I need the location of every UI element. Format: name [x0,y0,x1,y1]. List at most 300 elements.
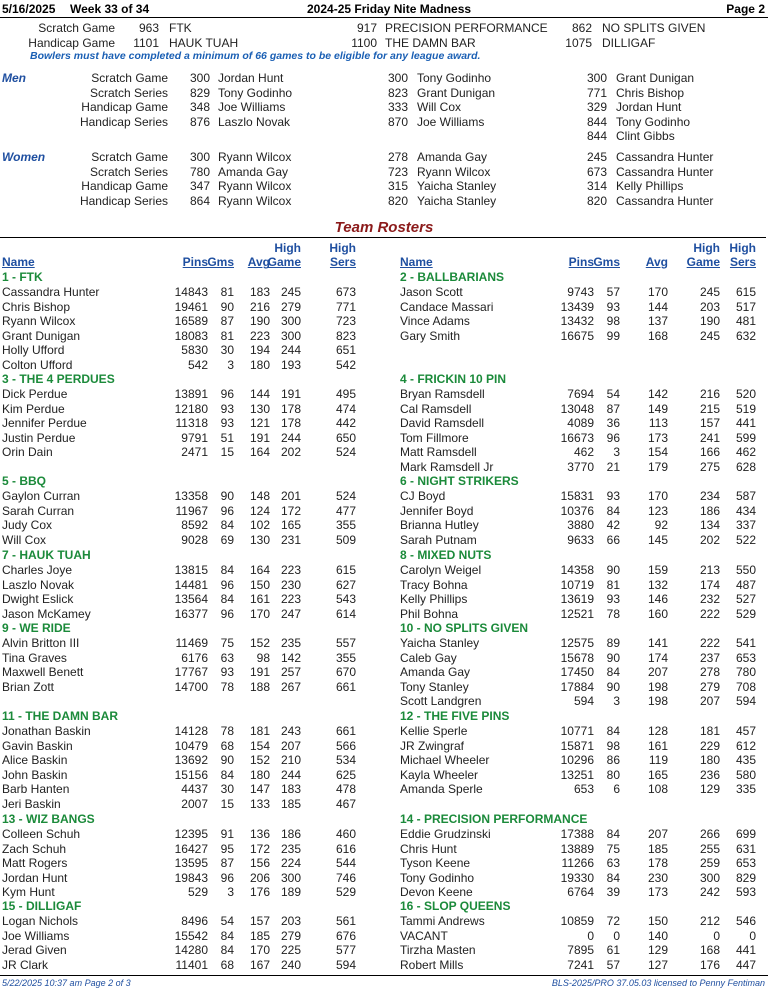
player-pins: 15156 [174,767,208,782]
player-high-series: 614 [335,606,356,621]
player-average: 170 [249,606,270,621]
player-high-series: 651 [335,343,356,358]
player-pins: 542 [187,358,208,372]
player-high-game: 236 [699,767,720,782]
award-score: 314 [586,179,607,193]
player-name: Brian Zott [2,679,55,694]
player-name: Amanda Sperle [400,782,483,797]
player-average: 174 [647,650,668,665]
player-average: 223 [249,328,270,343]
player-high-series: 541 [735,636,756,650]
player-games: 54 [606,387,620,401]
player-pins: 17388 [560,827,594,841]
player-average: 146 [647,592,668,607]
player-name: Orin Dain [2,445,53,460]
player-name: Yaicha Stanley [400,636,480,650]
award-score: 300 [586,71,607,85]
award-score: 329 [586,100,607,114]
player-high-game: 240 [280,957,301,972]
player-games: 84 [220,518,234,533]
player-high-series: 546 [735,914,756,928]
award-bowler: Cassandra Hunter [616,150,714,164]
player-high-game: 0 [713,928,720,943]
player-average: 98 [256,650,270,665]
player-high-game: 244 [280,430,301,445]
player-high-series: 460 [335,827,356,841]
player-high-game: 245 [699,328,720,343]
player-name: Phil Bohna [400,606,459,621]
player-high-series: 594 [735,694,756,709]
player-pins: 10719 [560,577,594,592]
player-games: 72 [606,914,620,928]
player-high-series: 615 [735,285,756,299]
award-label: Handicap Game [81,179,168,193]
player-name: Caleb Gay [400,650,457,665]
player-pins: 529 [187,885,208,900]
player-high-series: 434 [735,503,756,518]
player-high-game: 266 [699,827,720,841]
award-score: 300 [189,71,210,85]
player-high-series: 612 [735,738,756,753]
player-high-game: 134 [699,518,720,533]
player-name: Robert Mills [400,957,464,972]
team-name: 8 - MIXED NUTS [400,548,492,562]
player-pins: 14843 [174,285,208,299]
player-games: 84 [220,592,234,607]
player-average: 144 [249,387,270,401]
player-games: 69 [220,532,234,547]
footer-left: 5/22/2025 10:37 am Page 2 of 3 [2,978,131,988]
player-average: 168 [647,328,668,343]
col-header-avg: Avg [247,255,270,269]
player-high-series: 442 [335,416,356,431]
player-high-game: 257 [280,665,301,680]
player-pins: 12521 [560,606,594,621]
league-name: 2024-25 Friday Nite Madness [307,2,472,16]
player-pins: 13251 [560,767,594,782]
player-pins: 10771 [560,724,594,738]
award-bowler: Tony Godinho [218,85,293,100]
player-name: Gaylon Curran [2,489,81,503]
player-name: Dick Perdue [2,387,68,401]
player-high-game: 207 [699,694,720,709]
player-high-game: 223 [280,592,301,607]
award-score: 870 [387,114,408,129]
player-name: Sarah Putnam [400,532,477,547]
player-average: 185 [647,841,668,856]
player-name: Kayla Wheeler [400,767,479,782]
player-high-series: 631 [735,841,756,856]
player-name: Brianna Hutley [400,518,479,533]
award-score: 673 [586,164,607,179]
player-average: 154 [647,445,668,460]
team-name: 1 - FTK [2,270,43,284]
award-score: 245 [586,150,607,164]
player-games: 96 [220,503,234,518]
player-average: 191 [249,430,270,445]
player-games: 96 [220,606,234,621]
player-high-game: 241 [699,430,720,445]
player-average: 183 [249,285,270,299]
player-name: Tony Stanley [400,679,469,694]
player-high-series: 495 [335,387,356,401]
player-average: 206 [249,870,270,885]
player-high-series: 708 [735,679,756,694]
award-score: 300 [189,150,210,164]
player-pins: 7895 [567,943,594,958]
player-high-series: 632 [735,328,756,343]
player-games: 93 [220,401,234,416]
player-high-series: 467 [335,797,356,811]
player-games: 63 [220,650,234,665]
player-high-game: 235 [280,841,301,856]
award-bowler: Chris Bishop [616,85,685,100]
player-name: Devon Keene [400,885,473,900]
player-pins: 12575 [560,636,594,650]
player-pins: 9633 [567,532,594,547]
player-name: Michael Wheeler [400,753,490,768]
player-name: Alvin Britton III [2,636,80,650]
player-pins: 9743 [567,285,594,299]
player-average: 148 [249,489,270,503]
col-header-name: Name [400,255,433,269]
player-games: 90 [220,489,234,503]
player-games: 3 [227,885,234,900]
player-pins: 13439 [560,299,594,314]
player-games: 84 [220,563,234,577]
team-name: 15 - DILLIGAF [2,899,82,913]
player-pins: 10479 [174,738,208,753]
team-name: 14 - PRECISION PERFORMANCE [400,812,588,826]
week-label: Week 33 of 34 [70,2,150,16]
player-high-game: 231 [280,532,301,547]
player-games: 84 [606,665,620,680]
player-name: Cassandra Hunter [2,285,100,299]
player-games: 98 [606,738,620,753]
player-high-game: 245 [699,285,720,299]
player-high-series: 519 [735,401,756,416]
player-high-game: 190 [699,314,720,329]
player-average: 178 [647,856,668,871]
award-score: 300 [387,71,408,85]
award-bowler: Kelly Phillips [616,179,684,193]
player-games: 87 [220,314,234,329]
player-name: Dwight Eslick [2,592,74,607]
player-high-series: 615 [335,563,356,577]
player-average: 179 [647,460,668,474]
player-high-series: 462 [735,445,756,460]
player-average: 130 [249,532,270,547]
player-high-game: 165 [280,518,301,533]
player-name: Carolyn Weigel [400,563,482,577]
header-divider [0,17,768,18]
player-high-game: 189 [280,885,301,900]
player-pins: 11401 [175,957,208,972]
player-high-series: 335 [735,782,756,797]
page-header [0,0,768,18]
player-pins: 19330 [560,870,594,885]
player-high-game: 224 [280,856,301,871]
award-score: 780 [189,164,210,179]
player-average: 176 [249,885,270,900]
award-score: 823 [387,85,408,100]
player-games: 90 [606,650,620,665]
player-pins: 594 [573,694,594,709]
player-games: 57 [606,285,620,299]
player-high-series: 566 [335,738,356,753]
player-pins: 15542 [174,928,208,943]
player-high-series: 628 [735,460,756,474]
player-high-game: 202 [280,445,301,460]
player-games: 84 [606,827,620,841]
player-pins: 8496 [181,914,208,928]
player-pins: 7694 [567,387,594,401]
player-high-series: 723 [335,314,356,329]
player-high-game: 174 [699,577,720,592]
player-average: 113 [648,416,668,431]
player-high-series: 561 [335,914,356,928]
player-pins: 11469 [175,636,208,650]
player-pins: 12180 [174,401,208,416]
player-high-game: 245 [280,285,301,299]
player-name: Tyson Keene [400,856,471,871]
award-score: 876 [189,114,210,129]
col-header-name: Name [2,255,35,269]
player-pins: 12395 [174,827,208,841]
player-high-game: 180 [699,753,720,768]
player-name: Will Cox [2,532,46,547]
player-games: 51 [220,430,234,445]
player-games: 6 [613,782,620,797]
player-high-game: 223 [280,563,301,577]
award-bowler: Ryann Wilcox [218,193,292,208]
player-average: 167 [249,957,270,972]
player-high-game: 300 [280,328,301,343]
player-average: 144 [647,299,668,314]
col-header-sers: Sers [729,255,756,269]
player-high-game: 255 [699,841,720,856]
player-games: 93 [606,489,620,503]
player-high-series: 544 [335,856,356,871]
player-high-series: 457 [735,724,756,738]
award-bowler: Jordan Hunt [218,71,284,85]
player-average: 185 [249,928,270,943]
player-high-series: 653 [735,856,756,871]
player-name: Kelly Phillips [400,592,468,607]
player-high-game: 279 [280,928,301,943]
player-pins: 16589 [174,314,208,329]
player-name: Scott Landgren [400,694,482,709]
player-name: Tom Fillmore [400,430,469,445]
player-high-game: 166 [699,445,720,460]
award-label: Scratch Game [91,71,168,85]
player-high-series: 771 [335,299,356,314]
player-high-series: 441 [735,943,756,958]
player-average: 152 [249,753,270,768]
player-pins: 6764 [567,885,594,900]
team-name: 13 - WIZ BANGS [2,812,95,826]
player-average: 157 [249,914,270,928]
player-high-series: 594 [335,957,356,972]
player-games: 61 [606,943,620,958]
player-name: Tammi Andrews [400,914,485,928]
player-pins: 2471 [181,445,208,460]
award-score: 333 [387,100,408,114]
player-name: Charles Joye [2,563,73,577]
award-score: 315 [387,179,408,193]
player-name: Chris Hunt [400,841,457,856]
player-high-game: 202 [699,532,720,547]
eligibility-note: Bowlers must have completed a minimum of 66 games to be eligible for any league award. [30,50,481,62]
player-games: 81 [220,328,234,343]
player-pins: 13619 [560,592,594,607]
player-pins: 13815 [174,563,208,577]
player-pins: 13564 [174,592,208,607]
player-games: 36 [606,416,620,431]
player-games: 57 [606,957,620,972]
player-high-game: 278 [699,665,720,680]
player-pins: 10859 [560,914,594,928]
player-high-game: 229 [699,738,720,753]
player-name: Tina Graves [2,650,67,665]
award-bowler: Will Cox [417,100,461,114]
player-name: Cal Ramsdell [400,401,472,416]
player-average: 140 [647,928,668,943]
player-high-game: 237 [699,650,720,665]
player-high-game: 244 [280,767,301,782]
player-name: Jeri Baskin [2,797,61,811]
player-high-series: 477 [335,503,356,518]
player-name: JR Clark [2,957,49,972]
player-games: 15 [220,445,234,460]
player-name: Colton Ufford [2,358,73,372]
player-pins: 13891 [174,387,208,401]
player-pins: 15678 [560,650,594,665]
player-high-series: 435 [735,753,756,768]
player-games: 84 [606,724,620,738]
col-header-game: Game [267,255,301,269]
player-name: Vince Adams [400,314,470,329]
player-name: Alice Baskin [2,753,68,768]
player-average: 132 [647,577,668,592]
player-games: 87 [220,856,234,871]
col-header-sers: Sers [329,255,356,269]
player-high-series: 524 [335,489,356,503]
player-average: 92 [654,518,668,533]
player-pins: 16427 [174,841,208,856]
player-name: David Ramsdell [400,416,485,431]
player-games: 90 [606,679,620,694]
player-high-game: 300 [280,870,301,885]
player-high-series: 550 [735,563,756,577]
award-label: Handicap Game [28,36,115,50]
award-bowler: Tony Godinho [616,114,691,129]
player-pins: 11318 [175,416,208,431]
player-average: 137 [647,314,668,329]
player-high-series: 653 [735,650,756,665]
player-high-game: 176 [699,957,720,972]
player-high-game: 185 [280,797,301,811]
player-pins: 19461 [174,299,208,314]
col-header-pins: Pins [568,255,594,269]
player-pins: 13889 [560,841,594,856]
player-high-game: 243 [280,724,301,738]
award-bowler: Cassandra Hunter [616,193,714,208]
col-header-game: Game [686,255,720,269]
award-team: DILLIGAF [602,36,656,50]
player-high-game: 267 [280,679,301,694]
player-high-series: 534 [335,753,356,768]
player-name: Justin Perdue [2,430,76,445]
player-average: 108 [647,782,668,797]
player-games: 95 [220,841,234,856]
player-high-game: 279 [699,679,720,694]
player-name: Tony Godinho [400,870,475,885]
player-average: 188 [249,679,270,694]
player-average: 147 [249,782,270,797]
award-score: 844 [586,129,607,143]
award-label: Scratch Series [89,85,168,100]
player-average: 165 [647,767,668,782]
player-games: 96 [606,430,620,445]
player-high-series: 625 [335,767,356,782]
player-high-game: 234 [699,489,720,503]
player-average: 207 [647,665,668,680]
player-name: Mark Ramsdell Jr [400,460,494,474]
player-average: 190 [249,314,270,329]
player-average: 164 [249,563,270,577]
player-pins: 10376 [560,503,594,518]
player-average: 149 [647,401,668,416]
player-pins: 14481 [174,577,208,592]
player-games: 68 [220,957,234,972]
player-average: 156 [249,856,270,871]
player-pins: 13692 [174,753,208,768]
player-average: 119 [648,753,668,768]
player-games: 75 [606,841,620,856]
award-bowler: Joe Williams [218,100,286,114]
player-games: 84 [220,928,234,943]
award-bowler: Ryann Wilcox [218,150,292,164]
player-games: 3 [613,694,620,709]
col-header-gms: Gms [207,255,234,269]
player-high-game: 235 [280,636,301,650]
player-high-series: 557 [335,636,356,650]
player-games: 54 [220,914,234,928]
player-name: Gary Smith [400,328,461,343]
player-games: 93 [606,299,620,314]
rosters-divider [0,237,766,238]
player-high-series: 543 [335,592,356,607]
women-label: Women [2,150,46,164]
player-name: Jerad Given [2,943,67,958]
player-high-series: 676 [335,928,356,943]
player-average: 161 [647,738,668,753]
player-pins: 16675 [560,328,594,343]
award-score: 347 [189,179,210,193]
player-name: Tirzha Masten [400,943,476,958]
player-high-game: 244 [280,343,301,358]
player-games: 3 [227,358,234,372]
player-games: 87 [606,401,620,416]
award-score: 820 [387,193,408,208]
award-score: 771 [586,85,607,100]
award-score: 723 [387,164,408,179]
player-high-series: 447 [735,957,756,972]
player-high-game: 142 [280,650,301,665]
player-average: 216 [249,299,270,314]
player-high-game: 222 [699,636,720,650]
